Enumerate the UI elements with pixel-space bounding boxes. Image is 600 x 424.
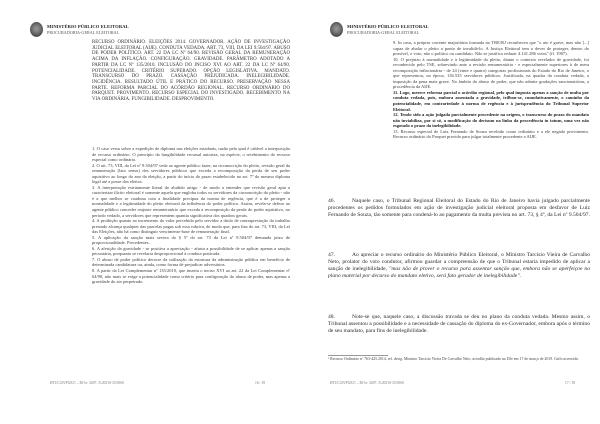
paragraph-text: Ao apreciar o recurso ordinário do Ministério Público Eleitoral, o Ministro Tarcisio Vieira de Carvalho Neto, prolator do voto condutor, afirmou guardar a compreensão de que o Tribunal estaria impedido de aplicar a sanção de inelegibilidade,	[328, 252, 590, 272]
paragraph-number: 48.	[328, 314, 335, 320]
ementa-item: 13. Recurso especial de Luiz Fernando de Souza recebido como ordinário e a ele negado provimento. Recurso ordinário do Parquet provido para julgar totalmente procedente a AIJE.	[393, 128, 589, 140]
header-org: MINISTÉRIO PÚBLICO ELEITORAL	[47, 24, 129, 30]
footnote-separator	[328, 355, 388, 356]
paragraph-48	[328, 314, 590, 335]
ementa-item: 8. A partir da Lei Complementar nº 135/2010, que inseriu o inciso XVI ao art. 22 da Lei Complementar nº 64/90, não mais se exige a potencialidade como critério para configuração do abuso de poder, mas apenas a gravidade do ato perpetrado.	[92, 268, 290, 285]
page-header	[330, 22, 429, 37]
quoted-ementa-items	[393, 40, 589, 140]
paragraph-number: 46.	[328, 198, 335, 204]
paragraph-46	[328, 198, 590, 219]
ementa-text: RECURSO ORDINÁRIO. ELEIÇÕES 2014. GOVERNADOR. AÇÃO DE INVESTIGAÇÃO JUDICIAL ELEITORAL (AIJE). CONDUTA VEDADA. ART. 73, VIII, DA LEI 9.504/97. ABUSO DE PODER POLÍTICO. ART. 22 DA LC Nº 64/90. REVISÃO GERAL DA REMUNERAÇÃO ACIMA DA INFLAÇÃO. CONFIGURAÇÃO. GRAVIDADE. PARÂMETRO ADOTADO A PARTIR DA LC Nº 135/2010. INCLUSÃO DO INCISO XVI AO ART. 22 DA LC Nº 64/90. POTENCIALIDADE. CRITÉRIO SUPERADO. OPÇÃO LEGISLATIVA. MANDATO. TRANSCURSO DO PRAZO. CASSAÇÃO PREJUDICADA. INELEGIBILIDADE. INCIDÊNCIA. RESULTADO ÚTIL E PRÁTICO DO RECURSO. PRESERVAÇÃO NESSA PARTE. REFORMA PARCIAL DO ACÓRDÃO REGIONAL. RECURSO ORDINÁRIO DO PARQUET. PROVIMENTO. RECURSO ESPECIAL DO INVESTIGADO. RECEBIMENTO NA VIA ORDINÁRIA. FUNGIBILIDADE. DESPROVIMENTO.	[92, 40, 290, 103]
ementa-item: 7. O abuso de poder político decorre da utilização da estrutura da administração pública em benefício de determinada candidatura ou, ainda, como forma de prejudicar adversários.	[92, 256, 290, 268]
page-footer	[330, 381, 575, 385]
ementa-item: 5. A aplicação da sanção mais severa do § 5º do art. 73 da Lei nº 9.504/97 demanda juízo de proporcionalidade. Precedentes.	[92, 234, 290, 246]
coat-of-arms-icon	[30, 22, 43, 37]
header-unit: PROCURADORIA-GERAL ELEITORAL	[347, 29, 420, 35]
ementa-item-bold: 12. Tendo sido a ação julgada parcialmente procedente na origem, o transcurso do prazo do mandato não inviabiliza, por si só, a modificação do decisum na linha da procedência in totum, uma vez não esgotado o prazo da inelegibilidade.	[393, 112, 589, 129]
coat-of-arms-icon	[330, 22, 343, 37]
header-unit: PROCURADORIA-GERAL ELEITORAL	[47, 29, 120, 35]
ementa-item: 4. A proibição quanto ao incremento do valor percebido pelo servidor a título de contraprestação do trabalho prestado alcança qualquer das parcelas pagas sob essa rubrica, de modo que, para fins do art. 73, VIII, da Lei das Eleições, não há como distinguir vencimento-base de remuneração final.	[92, 218, 290, 235]
header-org: MINISTÉRIO PÚBLICO ELEITORAL	[347, 24, 429, 30]
page-header	[30, 22, 129, 37]
footnote: ¹ Recurso Ordinário nº 763-425.2014, rel. desig. Ministro Tarcisio Vieira De Carvalho Neto, acórdão publicado no DJe em 17 de março de 2019. Grifo acrescido.	[328, 357, 580, 361]
paragraph-47	[328, 252, 590, 280]
footer-reference: HTJ/CGN/PGE/C – RO nº 2607, 5120310-35.0000	[330, 381, 404, 385]
page-number: 16 / 18	[255, 381, 265, 385]
ementa-item: 10. O prejuízo à normalidade e à legitimidade do pleito, diante o contexto revelador de gravidade, foi reconhecido pelo TSE, sobrevindo ante a revisão remuneratória - e especialmente superiores à de mera recomposição inflacionária - de 24 (vinte e quatro) categorias profissionais do Estado do Rio de Janeiro, o que representou, na época, 136.535 servidores públicos. Justificada, na quadra da conduta vedada, a imposição da pena mais grave. No âmbito do abuso de poder, que não admite gradações sancionatórias, a procedência da AIJE.	[393, 56, 589, 90]
ementa-item: 6. A aferição da gravidade - se positiva a apreciação - afasta a possibilidade de se aplicar apenas a sanção pecuniária, porquanto se revelaria desproporcional à conduta praticada.	[92, 245, 290, 257]
ementa-item: 3. A interpretação estritamente literal do aludido artigo - de modo a entender que revisão geral apta a caracterizar ilícito eleitoral é somente aquela que engloba todos os servidores da circunscrição do pleito - não é a que melhor se coaduna com a finalidade precípua da norma de regência, que é a de proteger a normalidade e a legitimidade do pleito eleitoral da influência do poder político. Assim, revela-se defeso ao agente público conceder reajuste remuneratório que exceda a recomposição da perda do poder aquisitivo, no período vedado, a servidores que representem quantia significativa dos quadros gerais.	[92, 184, 290, 218]
ementa-item: 2. O art. 73, VIII, da Lei nº 9.504/97 veda ao agente público fazer, na circunscrição do pleito, revisão geral da remuneração (lato sensu) dos servidores públicos que exceda a recomposição da perda de seu poder aquisitivo ao longo do ano da eleição, a partir do início do prazo estabelecido no art. 7º do mesmo diploma legal até a posse dos eleitos.	[92, 162, 290, 185]
ementa-items	[92, 146, 290, 285]
ementa-item: 9. In casu, a própria corrente majoritária formada no TRE/RJ reconheceu que "o ato é grave, mas não [...] capaz de abalar o pleito a ponto de invalidá-lo. A Justiça Eleitoral tem o dever de proteger, dentro do possível, o voto, não o político ou candidato. Não se justifica reduzir 4.141.286 votos" (fl. 1987).	[393, 40, 589, 57]
page-number: 17 / 18	[565, 381, 575, 385]
paragraph-number: 47.	[328, 252, 335, 258]
ementa-item: 1. O caso versa sobre a expedição de diploma nas eleições estaduais, razão pela qual é cabível a interposição de recurso ordinário. O princípio da fungibilidade recursal autoriza, na espécie, o recebimento do recurso especial como ordinário.	[92, 146, 290, 163]
paragraph-quote: "mas não de prover o recurso para assentar sanção que, embora não se aperfeiçoe no plano material por decurso do mandato eletivo, será fato gerador de inelegibilidade".	[328, 266, 591, 279]
paragraph-text: Note-se que, naquele caso, a discussão travada se deu no plano da conduta vedada. Mesmo assim, o Tribunal assentou a possibilidade e a necessidade de cassação do diploma do ex-Governador, embora após o término de seu mandato, para fins de inelegibilidade.	[328, 314, 590, 334]
ementa-item-bold: 11. Logo, merece reforma parcial o acórdão regional, pelo qual imposta apenas a sanção de multa por conduta vedada, pois, embora assentada a gravidade, trilhou-se, cumulativamente, o caminho da potencialidade, em contrariedade à norma de regência e à jurisprudência do Tribunal Superior Eleitoral.	[393, 89, 589, 112]
page-footer	[50, 381, 265, 385]
document-page-right	[300, 0, 600, 424]
paragraph-text: Naquele caso, o Tribunal Regional Eleitoral do Estado do Rio de Janeiro havia julgado parcialmente procedentes os pedidos formulados em ação de investigação judicial eleitoral proposta em desfavor de Luiz Fernando de Souza, tão somente para condená-lo ao pagamento da multa prevista no art. 73, § 4º, da Lei nº 9.504/97.	[328, 198, 590, 218]
footer-reference: HTJ/CGN/PGE/C – RO nº 2607, 5120310-35.0000	[50, 381, 124, 385]
